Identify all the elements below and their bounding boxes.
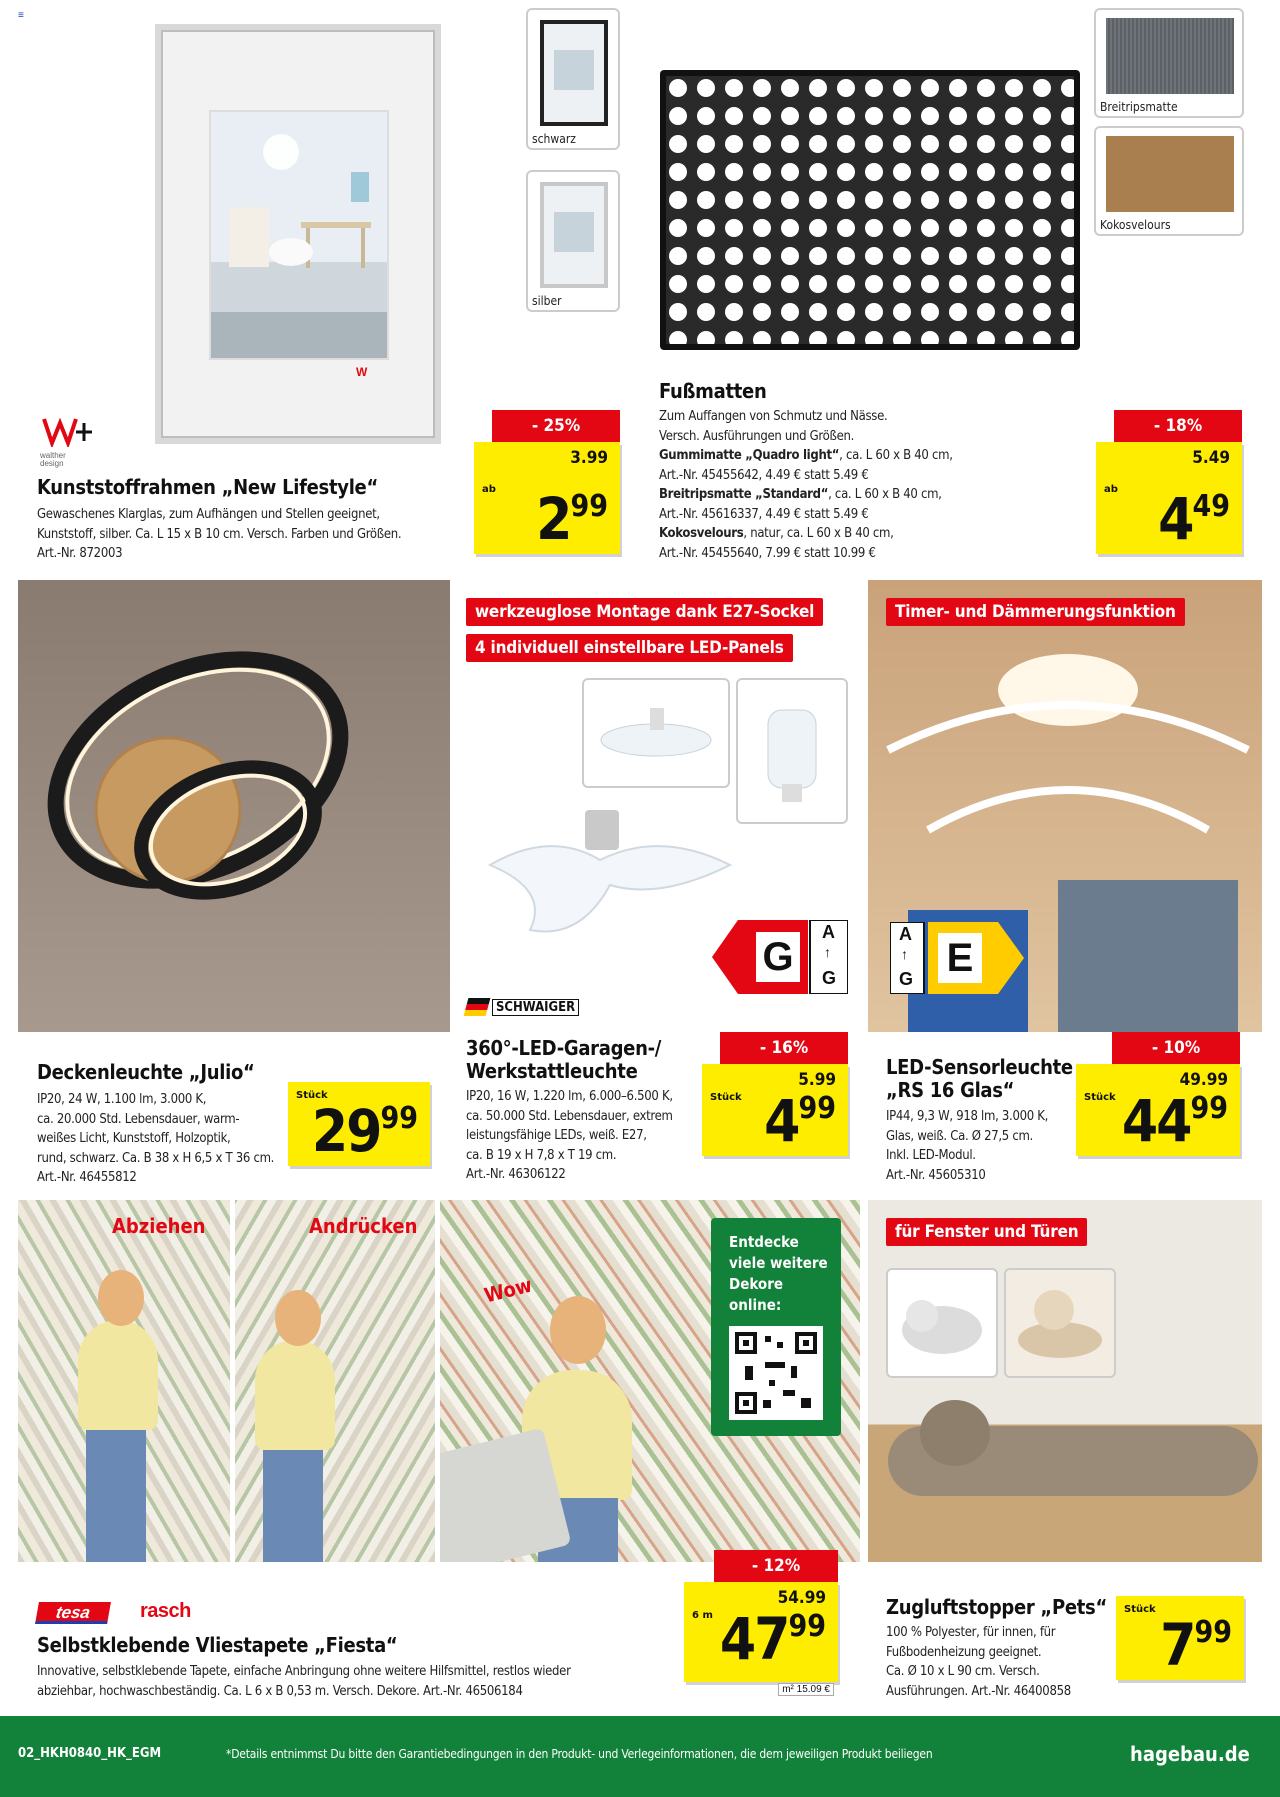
discount-badge: - 18% — [1114, 410, 1242, 442]
garage-thumb-open[interactable] — [582, 678, 730, 788]
feature-badge: für Fenster und Türen — [886, 1218, 1087, 1246]
ceiling-title: Deckenleuchte „Julio“ — [37, 1060, 255, 1084]
garage-description: IP20, 16 W, 1.220 lm, 6.000–6.500 K, ca. 50.000 Std. Lebensdauer, extrem leistungsfähige LEDs, weiß. E27, ca. B 19 x H 7,8 x T 19 cm. Art.-Nr. 46306122 — [466, 1089, 673, 1182]
thumb-caption: silber — [532, 294, 562, 308]
draft-title: Zugluftstopper „Pets“ — [886, 1595, 1107, 1619]
sensor-title: LED-Sensorleuchte „RS 16 Glas“ — [886, 1055, 1073, 1102]
energy-scale-arrow: ↑ — [824, 944, 831, 960]
old-price: 5.49 — [1192, 448, 1230, 468]
current-price: $4^{49}$ — [1158, 485, 1230, 553]
discount-badge: - 10% — [1112, 1032, 1240, 1064]
rubber-mat-image — [660, 70, 1080, 350]
discount-badge: - 12% — [714, 1550, 838, 1582]
price-unit: ab — [1104, 484, 1118, 495]
discount-badge: - 25% — [492, 410, 620, 442]
price-unit: Stück — [1084, 1092, 1116, 1103]
thumb-caption: Kokosvelours — [1100, 218, 1171, 232]
draft-thumb-dog[interactable] — [1004, 1268, 1116, 1378]
energy-class: E — [938, 933, 982, 983]
frame-thumb-silver[interactable] — [526, 170, 620, 312]
current-price: $29^{99}$ — [311, 1097, 418, 1165]
frame-title: Kunststoffrahmen „New Lifestyle“ — [37, 475, 378, 499]
mats-description: Zum Auffangen von Schmutz und Nässe. Versch. Ausführungen und Größen. Gummimatte „Quadro light“, ca. L 60 x B 40 cm, Art.-Nr. 45455642, 4.49 € statt 5.49 € Breitripsmatte „Standard“, ca. L 60 x B 40 cm, Art.-Nr. 45616337, 4.49 € statt 5.49 € Kokosvelours, natur, ca. L 60 x B 40 cm, Art.-Nr. 45455640, 7.99 € statt 10.99 € — [659, 409, 953, 561]
qr-promo-text: Entdecke viele weitere Dekore online: — [729, 1233, 828, 1314]
thumb-caption: schwarz — [532, 132, 576, 146]
current-price: $47^{99}$ — [719, 1605, 826, 1673]
current-price: $4^{99}$ — [764, 1087, 836, 1155]
energy-scale-bottom: G — [899, 969, 914, 989]
ceiling-light-image — [18, 580, 450, 1032]
energy-scale-arrow: ↑ — [901, 946, 908, 962]
rasch-logo: rasch — [140, 1600, 191, 1622]
mats-title: Fußmatten — [659, 379, 767, 403]
walther-design-logo — [40, 413, 100, 468]
feature-badge: Timer- und Dämmerungsfunktion — [886, 598, 1185, 626]
ceiling-description: IP20, 24 W, 1.100 lm, 3.000 K, ca. 20.000 Std. Lebensdauer, warm- weißes Licht, Kunststoff, Holzoptik, rund, schwarz. Ca. B 38 x H 6,5 x T 36 cm. Art.-Nr. 46455812 — [37, 1092, 275, 1185]
energy-scale-bottom: G — [822, 968, 837, 988]
price-unit: Stück — [1124, 1604, 1156, 1615]
old-price: 5.99 — [798, 1070, 836, 1090]
wow-label: Wow — [481, 1272, 535, 1308]
price-unit: 6 m — [692, 1610, 713, 1621]
energy-scale-top: A — [822, 922, 835, 942]
discount-badge: - 16% — [720, 1032, 848, 1064]
draft-thumb-cat[interactable] — [886, 1268, 998, 1378]
tesa-logo: tesa — [35, 1602, 111, 1624]
old-price: 3.99 — [570, 448, 608, 468]
wallpaper-description: Innovative, selbstklebende Tapete, einfache Anbringung ohne weitere Hilfsmittel, restlos wieder abziehbar, hochwaschbeständig. Ca. L 6 x B 0,53 m. Versch. Dekore. Art.-Nr. 46506184 — [37, 1664, 571, 1699]
feature-badge: werkzeuglose Montage dank E27-Sockel — [466, 598, 823, 626]
price-unit: Stück — [296, 1090, 328, 1101]
footer-code: 02_HKH0840_HK_EGM — [18, 1746, 162, 1761]
page-footer — [0, 1716, 1280, 1797]
base-price: m² 15.09 € — [778, 1683, 834, 1696]
draft-description: 100 % Polyester, für innen, für Fußbodenheizung geeignet. Ca. Ø 10 x L 90 cm. Versch. Ausführungen. Art.-Nr. 46400858 — [886, 1625, 1071, 1699]
wallpaper-step1-image — [18, 1200, 230, 1562]
step-label: Abziehen — [112, 1214, 206, 1238]
walther-logo-text: walther design — [40, 451, 66, 468]
page-marker: ≡ — [18, 10, 24, 21]
frame-thumb-black[interactable] — [526, 8, 620, 150]
step-label: Andrücken — [309, 1214, 418, 1238]
qr-code-icon[interactable] — [729, 1326, 823, 1420]
energy-label-garage — [712, 920, 848, 994]
walther-logo-mark: W — [356, 365, 368, 379]
energy-label-sensor — [890, 922, 1024, 994]
garage-title: 360°-LED-Garagen-/ Werkstattleuchte — [466, 1036, 662, 1083]
wallpaper-step2-image — [235, 1200, 435, 1562]
draft-stopper-image — [868, 1200, 1262, 1562]
schwaiger-logo: SCHWAIGER — [466, 994, 579, 1020]
price-unit: Stück — [710, 1092, 742, 1103]
footer-site-link[interactable]: hagebau.de — [1130, 1742, 1250, 1766]
feature-badge: 4 individuell einstellbare LED-Panels — [466, 634, 793, 662]
price-unit: ab — [482, 484, 496, 495]
energy-class: G — [756, 932, 800, 982]
current-price: $2^{99}$ — [536, 485, 608, 553]
old-price: 54.99 — [777, 1588, 826, 1608]
frame-product-image — [155, 24, 441, 444]
current-price: $44^{99}$ — [1121, 1087, 1228, 1155]
wallpaper-title: Selbstklebende Vliestapete „Fiesta“ — [37, 1633, 398, 1657]
footer-note: *Details entnimmst Du bitte den Garantiebedingungen in den Produkt- und Verlegeinformationen, die dem jeweiligen Produkt beiliegen — [226, 1747, 933, 1761]
sensor-description: IP44, 9,3 W, 918 lm, 3.000 K, Glas, weiß. Ca. Ø 27,5 cm. Inkl. LED-Modul. Art.-Nr. 45605310 — [886, 1109, 1049, 1183]
mat-thumb-breitrips[interactable] — [1094, 8, 1244, 118]
mat-thumb-kokos[interactable] — [1094, 126, 1244, 236]
old-price: 49.99 — [1179, 1070, 1228, 1090]
energy-scale-top: A — [899, 924, 912, 944]
current-price: $7^{99}$ — [1160, 1611, 1232, 1679]
qr-promo-box[interactable] — [711, 1218, 841, 1436]
frame-description: Gewaschenes Klarglas, zum Aufhängen und Stellen geeignet, Kunststoff, silber. Ca. L 15 x B 10 cm. Versch. Farben und Größen. Art.-Nr. 872003 — [37, 507, 402, 561]
thumb-caption: Breitripsmatte — [1100, 100, 1178, 114]
